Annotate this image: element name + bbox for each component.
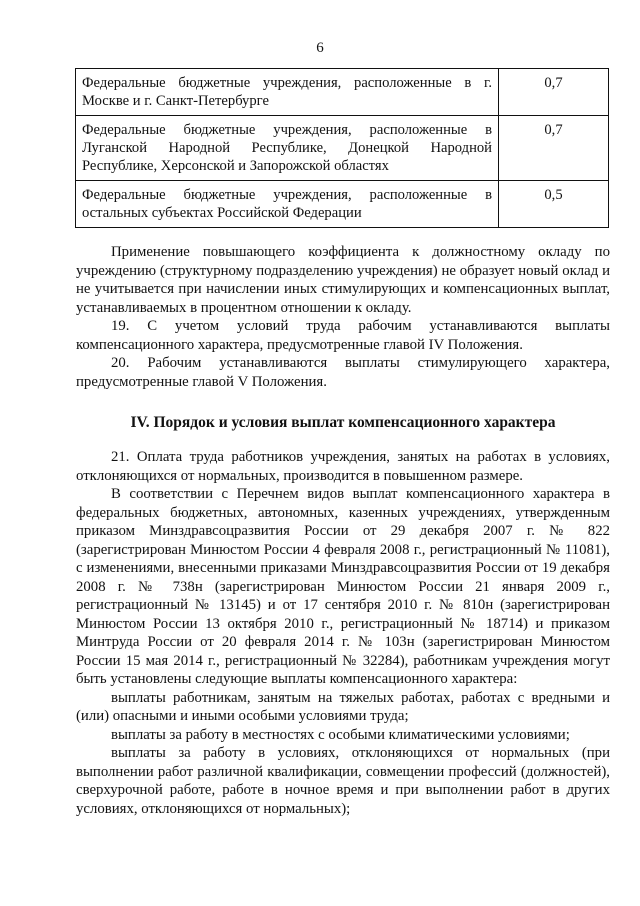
paragraph: 19. С учетом условий труда рабочим устанавливаются выплаты компенсационного характера, предусмотренные главой IV Положения.: [76, 318, 610, 353]
table-row: [76, 116, 609, 181]
page-number: 6: [316, 40, 324, 56]
table-row: [76, 69, 609, 116]
section-2-text: [76, 448, 610, 818]
section-1-text: [76, 243, 610, 391]
coefficient-table: [75, 68, 609, 228]
paragraph: выплаты за работу в условиях, отклоняющихся от нормальных (при выполнении работ различной квалификации, совмещении профессий (должностей), сверхурочной работе, работе в ночное время и при выполнении работ в других условиях, отклоняющихся от нормальных);: [76, 745, 610, 817]
paragraph: В соответствии с Перечнем видов выплат компенсационного характера в федеральных бюджетных, автономных, казенных учреждениях, утвержденным приказом Минздравсоцразвития России от 29 декабря 2007 г. № 822 (зарегистрирован Минюстом России 4 февраля 2008 г., регистрационный № 11081), с изменениями, внесенными приказами Минздравсоцразвития России от 19 декабря 2008 г. № 738н (зарегистрирован Минюстом России 21 января 2009 г., регистрационный № 13145) и от 17 сентября 2010 г. № 810н (зарегистрирован Минюстом России 13 октября 2010 г., регистрационный № 18714) и приказом Минтруда России от 20 февраля 2014 г. № 103н (зарегистрирован Минюстом России 15 мая 2014 г., регистрационный № 32284), работникам учреждения могут быть установлены следующие выплаты компенсационного характера:: [76, 486, 610, 687]
paragraph: 21. Оплата труда работников учреждения, занятых на работах в условиях, отклоняющихся от нормальных, производится в повышенном размере.: [76, 449, 610, 484]
paragraph: выплаты работникам, занятым на тяжелых работах, работах с вредными и (или) опасными и иными особыми условиями труда;: [76, 689, 610, 724]
paragraph: Применение повышающего коэффициента к должностному окладу по учреждению (структурному подразделению учреждения) не образует новый оклад и не учитывается при начислении иных стимулирующих и компенсационных выплат, устанавливаемых в процентном отношении к окладу.: [76, 244, 610, 316]
table-cell-name: Федеральные бюджетные учреждения, расположенные в г. Москве и г. Санкт-Петербурге: [76, 69, 499, 116]
paragraph: 20. Рабочим устанавливаются выплаты стимулирующего характера, предусмотренные главой V Положения.: [76, 355, 610, 390]
table-cell-name: Федеральные бюджетные учреждения, расположенные в остальных субъектах Российской Федерации: [76, 181, 499, 228]
table-row: [76, 181, 609, 228]
table-cell-value: 0,7: [499, 69, 609, 116]
table-cell-name: Федеральные бюджетные учреждения, расположенные в Луганской Народной Республике, Донецкой Народной Республике, Херсонской и Запорожской областях: [76, 116, 499, 181]
table-cell-value: 0,7: [499, 116, 609, 181]
section-heading: IV. Порядок и условия выплат компенсационного характера: [130, 414, 556, 431]
table-cell-value: 0,5: [499, 181, 609, 228]
paragraph: выплаты за работу в местностях с особыми климатическими условиями;: [111, 726, 570, 743]
